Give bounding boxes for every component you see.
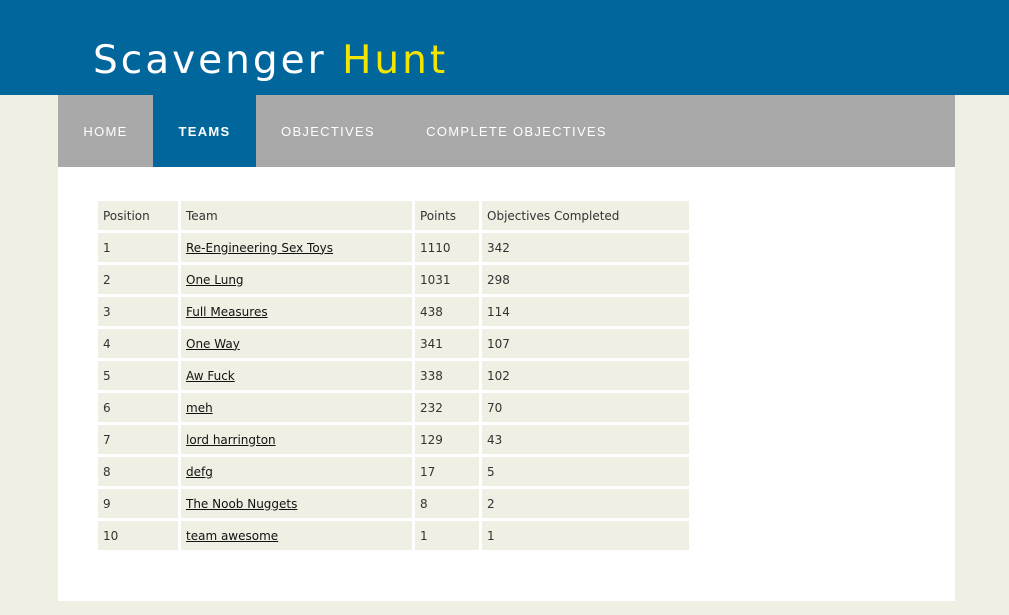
team-link[interactable]: One Lung	[186, 272, 244, 287]
objectives-completed-cell: 5	[482, 457, 689, 486]
site-header	[0, 0, 1009, 95]
objectives-completed-cell: 43	[482, 425, 689, 454]
team-cell	[181, 393, 412, 422]
objectives-completed-cell: 102	[482, 361, 689, 390]
team-link[interactable]: Aw Fuck	[186, 368, 235, 383]
column-header-team: Team	[181, 201, 412, 230]
team-link[interactable]: One Way	[186, 336, 240, 351]
nav-item-teams[interactable]: TEAMS	[153, 95, 256, 167]
nav-item-complete-objectives[interactable]: COMPLETE OBJECTIVES	[426, 123, 607, 139]
position-cell: 4	[98, 329, 178, 358]
main-nav	[58, 95, 955, 167]
points-cell: 129	[415, 425, 479, 454]
table-row	[98, 297, 689, 326]
objectives-completed-cell: 70	[482, 393, 689, 422]
points-cell: 17	[415, 457, 479, 486]
position-cell: 6	[98, 393, 178, 422]
table-row	[98, 425, 689, 454]
position-cell: 2	[98, 265, 178, 294]
objectives-completed-cell: 107	[482, 329, 689, 358]
team-cell	[181, 521, 412, 550]
points-cell: 341	[415, 329, 479, 358]
column-header-points: Points	[415, 201, 479, 230]
objectives-completed-cell: 114	[482, 297, 689, 326]
points-cell: 1110	[415, 233, 479, 262]
objectives-completed-cell: 298	[482, 265, 689, 294]
objectives-completed-cell: 1	[482, 521, 689, 550]
position-cell: 10	[98, 521, 178, 550]
points-cell: 8	[415, 489, 479, 518]
team-cell	[181, 457, 412, 486]
table-row	[98, 329, 689, 358]
table-row	[98, 521, 689, 550]
position-cell: 3	[98, 297, 178, 326]
nav-item-home[interactable]: HOME	[83, 123, 128, 139]
site-title-accent: Hunt	[342, 38, 449, 83]
column-header-objectives-completed: Objectives Completed	[482, 201, 689, 230]
points-cell: 1	[415, 521, 479, 550]
table-row	[98, 233, 689, 262]
points-cell: 1031	[415, 265, 479, 294]
team-link[interactable]: Full Measures	[186, 304, 268, 319]
table-row	[98, 489, 689, 518]
position-cell: 9	[98, 489, 178, 518]
position-cell: 1	[98, 233, 178, 262]
team-cell	[181, 233, 412, 262]
team-link[interactable]: The Noob Nuggets	[186, 496, 298, 511]
column-header-position: Position	[98, 201, 178, 230]
points-cell: 232	[415, 393, 479, 422]
table-row	[98, 457, 689, 486]
table-row	[98, 265, 689, 294]
table-row	[98, 361, 689, 390]
teams-leaderboard-table	[95, 198, 692, 553]
team-link[interactable]: team awesome	[186, 528, 279, 543]
position-cell: 8	[98, 457, 178, 486]
team-link[interactable]: lord harrington	[186, 432, 276, 447]
objectives-completed-cell: 2	[482, 489, 689, 518]
site-title-main: Scavenger	[93, 38, 327, 83]
team-cell	[181, 297, 412, 326]
position-cell: 5	[98, 361, 178, 390]
table-row	[98, 393, 689, 422]
nav-item-objectives[interactable]: OBJECTIVES	[281, 123, 375, 139]
table-header-row	[98, 201, 689, 230]
site-title[interactable]	[93, 37, 448, 85]
position-cell: 7	[98, 425, 178, 454]
team-cell	[181, 425, 412, 454]
team-cell	[181, 489, 412, 518]
team-cell	[181, 265, 412, 294]
main-content	[58, 167, 955, 601]
team-link[interactable]: Re-Engineering Sex Toys	[186, 240, 334, 255]
objectives-completed-cell: 342	[482, 233, 689, 262]
team-cell	[181, 329, 412, 358]
points-cell: 338	[415, 361, 479, 390]
table-body	[98, 233, 689, 550]
team-link[interactable]: defg	[186, 464, 213, 479]
team-cell	[181, 361, 412, 390]
points-cell: 438	[415, 297, 479, 326]
team-link[interactable]: meh	[186, 400, 213, 415]
